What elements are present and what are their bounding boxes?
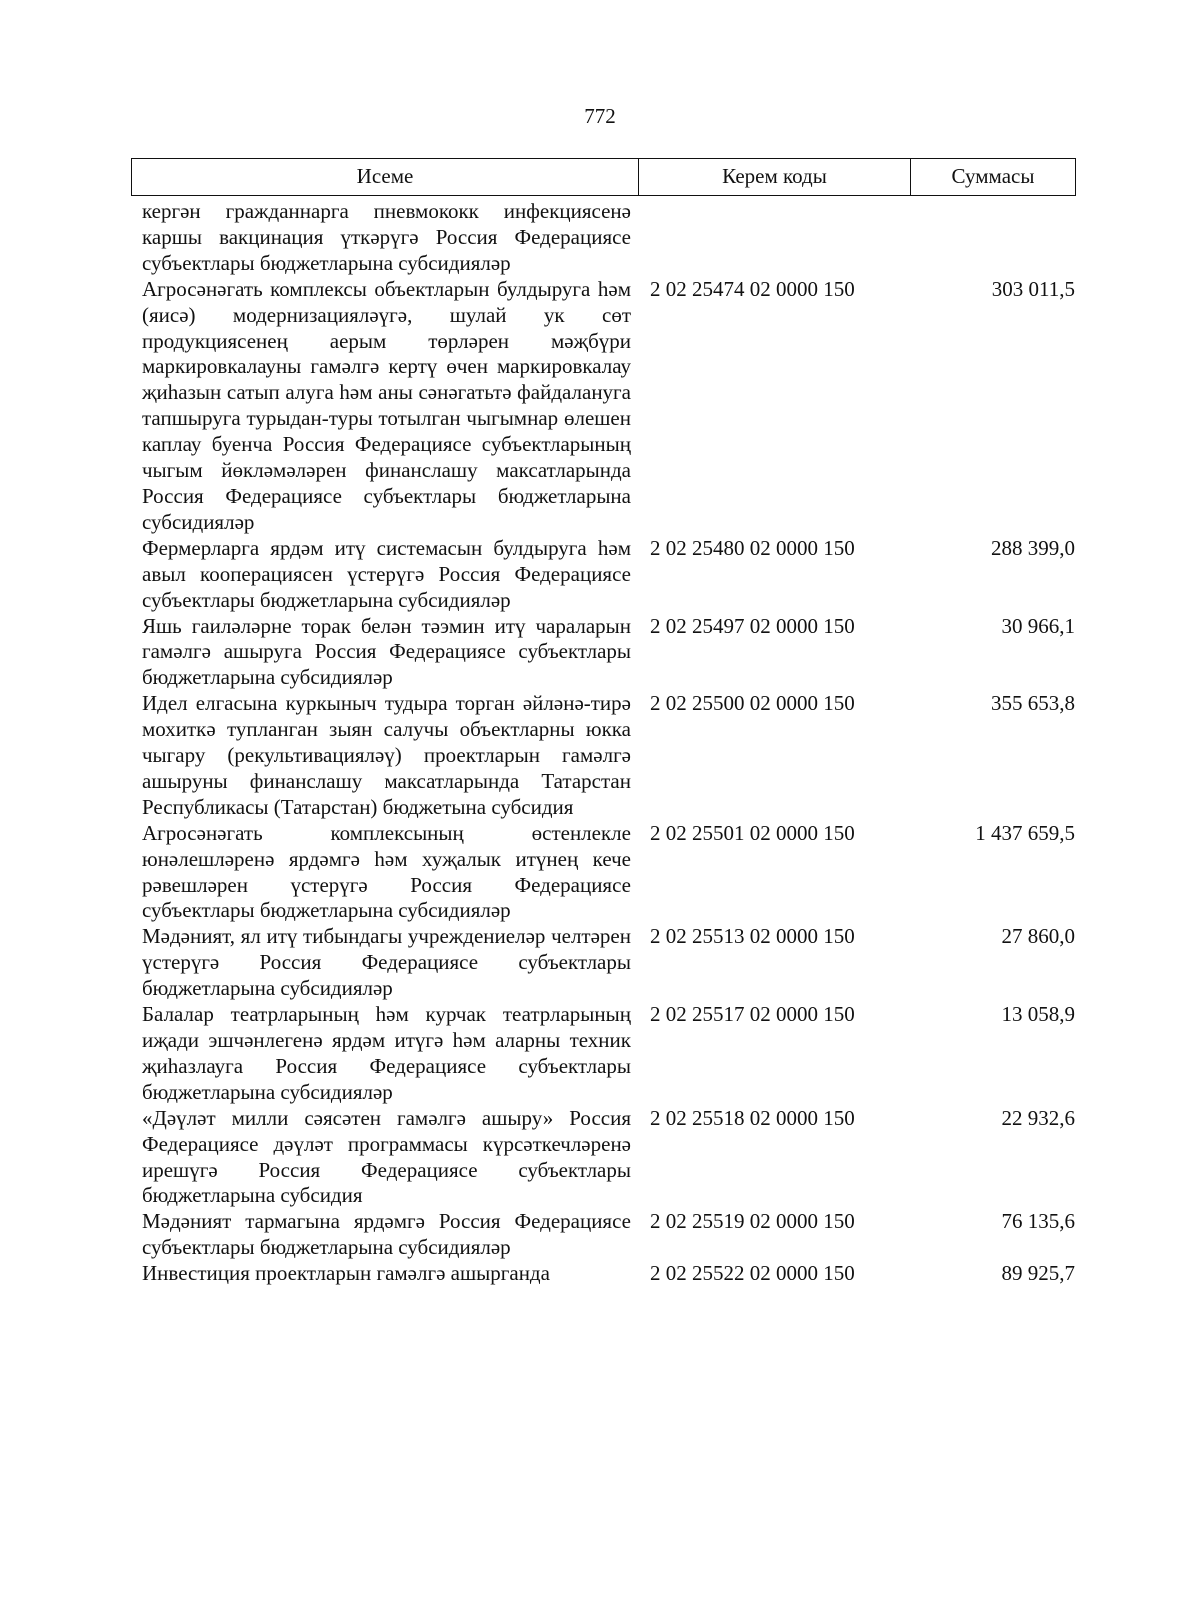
row-sum: 1 437 659,5	[975, 820, 1075, 845]
row-sum: 288 399,0	[991, 535, 1075, 560]
row-name: Инвестиция проектларын гамәлгә ашырганда	[142, 1261, 550, 1286]
row-sum: 30 966,1	[1001, 613, 1075, 638]
row-name: Мәдәният, ял итү тибындагы учреждениеләр челтәрен үстерүгә Россия Федерациясе субъектлары бюджетларына субсидияләр	[142, 924, 631, 1001]
row-name: Фермерларга ярдәм итү системасын булдыруга һәм авыл кооперациясен үстерүгә Россия Федерациясе субъектлары бюджетларына субсидияләр	[142, 535, 631, 612]
row-name: Мәдәният тармагына ярдәмгә Россия Федерациясе субъектлары бюджетларына субсидияләр	[142, 1209, 631, 1260]
row-code: 2 02 25501 02 0000 150	[650, 820, 855, 845]
table-row	[142, 821, 1076, 925]
header-code: Керем коды	[639, 159, 911, 195]
table-row	[142, 1261, 1076, 1287]
row-code: 2 02 25513 02 0000 150	[650, 924, 855, 949]
row-sum: 27 860,0	[1001, 924, 1075, 949]
table-header	[131, 158, 1076, 196]
table-row	[142, 924, 1076, 1002]
row-sum: 89 925,7	[1001, 1261, 1075, 1286]
row-code: 2 02 25480 02 0000 150	[650, 535, 855, 560]
row-code: 2 02 25519 02 0000 150	[650, 1209, 855, 1234]
row-name: «Дәүләт милли сәясәтен гамәлгә ашыру» Россия Федерациясе дәүләт программасы күрсәткечләренә ирешүгә Россия Федерациясе субъектлары бюджетларына субсидия	[142, 1105, 631, 1208]
table-row	[142, 614, 1076, 692]
row-code: 2 02 25517 02 0000 150	[650, 1002, 855, 1027]
row-sum: 303 011,5	[991, 276, 1075, 301]
row-code: 2 02 25522 02 0000 150	[650, 1261, 855, 1286]
row-code: 2 02 25474 02 0000 150	[650, 276, 855, 301]
row-name: Агросәнәгать комплексы объектларын булдыруга һәм (яисә) модернизацияләүгә, шулай ук сөт продукциясенең аерым төрләрен мәҗбүри маркировкалауны гамәлгә кертү өчен маркировкалау җиһазын сатып алуга һәм аны сәнәгатьтә файдалануга тапшыруга турыдан-туры тотылган чыгымнар өлешен каплау буенча Россия Федерациясе субъектларының чыгым йөкләмәләрен финанслашу максатларында Россия Федерациясе субъектлары бюджетларына субсидияләр	[142, 276, 631, 534]
row-sum: 355 653,8	[991, 691, 1075, 716]
row-code: 2 02 25497 02 0000 150	[650, 613, 855, 638]
row-name: Идел елгасына куркыныч тудыра торган әйләнә-тирә мохиткә тупланган зыян салучы объектларны юкка чыгару (рекультивацияләү) проектларын гамәлгә ашыруны финанслашу максатларында Татарстан Республикасы (Татарстан) бюджетына субсидия	[142, 691, 631, 819]
page-number: 772	[584, 104, 616, 128]
row-code: 2 02 25500 02 0000 150	[650, 691, 855, 716]
header-name: Исеме	[132, 159, 639, 195]
row-code: 2 02 25518 02 0000 150	[650, 1105, 855, 1130]
table-row	[142, 277, 1076, 536]
row-name: кергән гражданнарга пневмококк инфекциясенә каршы вакцинация үткәрүгә Россия Федерациясе субъектлары бюджетларына субсидияләр	[142, 199, 631, 275]
table-row	[142, 1209, 1076, 1261]
table-row	[142, 1002, 1076, 1106]
table-body	[142, 199, 1076, 1287]
table-row	[142, 1106, 1076, 1210]
table-row	[142, 691, 1076, 821]
table-row	[142, 536, 1076, 614]
row-name: Агросәнәгать комплексының өстенлекле юнәлешләренә ярдәмгә һәм хуҗалык итүнең кече рәвешләрен үстерүгә Россия Федерациясе субъектлары бюджетларына субсидияләр	[142, 820, 631, 923]
header-sum: Суммасы	[951, 164, 1035, 188]
row-name: Яшь гаиләләрне торак белән тәэмин итү чараларын гамәлгә ашыруга Россия Федерациясе субъектлары бюджетларына субсидияләр	[142, 613, 631, 690]
row-name: Балалар театрларының һәм курчак театрларының иҗади эшчәнлегенә ярдәм итүгә һәм аларны техник җиһазлауга Россия Федерациясе субъектлары бюджетларына субсидияләр	[142, 1002, 631, 1104]
row-sum: 13 058,9	[1001, 1002, 1075, 1027]
row-sum: 22 932,6	[1001, 1105, 1075, 1130]
row-sum: 76 135,6	[1001, 1209, 1075, 1234]
table-row	[142, 199, 1076, 277]
